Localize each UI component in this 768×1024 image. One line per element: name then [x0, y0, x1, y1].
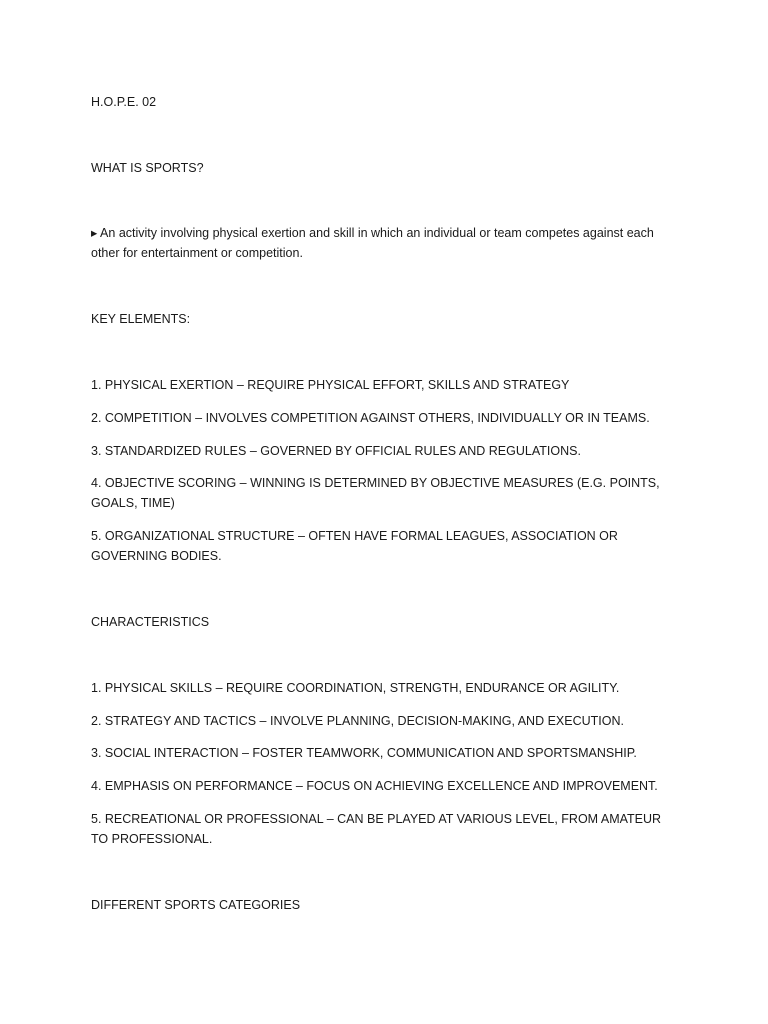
key-element-item: 2. COMPETITION – INVOLVES COMPETITION AGAINST OTHERS, INDIVIDUALLY OR IN TEAMS. — [91, 411, 650, 425]
characteristic-item: 5. RECREATIONAL OR PROFESSIONAL – CAN BE PLAYED AT VARIOUS LEVEL, FROM AMATEUR TO PROFESSIONAL. — [91, 812, 662, 846]
characteristic-item: 4. EMPHASIS ON PERFORMANCE – FOCUS ON ACHIEVING EXCELLENCE AND IMPROVEMENT. — [91, 779, 658, 793]
characteristic-item: 2. STRATEGY AND TACTICS – INVOLVE PLANNING, DECISION-MAKING, AND EXECUTION. — [91, 714, 624, 728]
section-heading-key-elements: KEY ELEMENTS: — [91, 312, 191, 326]
course-code: H.O.P.E. 02 — [91, 95, 157, 109]
key-element-item: 3. STANDARDIZED RULES – GOVERNED BY OFFICIAL RULES AND REGULATIONS. — [91, 444, 581, 458]
section-heading-sports-categories: DIFFERENT SPORTS CATEGORIES — [91, 898, 301, 912]
section-heading-characteristics: CHARACTERISTICS — [91, 615, 210, 629]
key-element-item: 4. OBJECTIVE SCORING – WINNING IS DETERMINED BY OBJECTIVE MEASURES (E.G. POINTS, GOALS, TIME) — [91, 476, 660, 510]
section-heading-what-is-sports: WHAT IS SPORTS? — [91, 161, 204, 175]
definition-paragraph: ▸ An activity involving physical exertion and skill in which an individual or team competes against each other for entertainment or competition. — [91, 226, 654, 260]
characteristic-item: 1. PHYSICAL SKILLS – REQUIRE COORDINATION, STRENGTH, ENDURANCE OR AGILITY. — [91, 681, 620, 695]
key-element-item: 1. PHYSICAL EXERTION – REQUIRE PHYSICAL EFFORT, SKILLS AND STRATEGY — [91, 378, 570, 392]
characteristic-item: 3. SOCIAL INTERACTION – FOSTER TEAMWORK, COMMUNICATION AND SPORTSMANSHIP. — [91, 746, 637, 760]
key-element-item: 5. ORGANIZATIONAL STRUCTURE – OFTEN HAVE FORMAL LEAGUES, ASSOCIATION OR GOVERNING BODIES. — [91, 529, 618, 563]
